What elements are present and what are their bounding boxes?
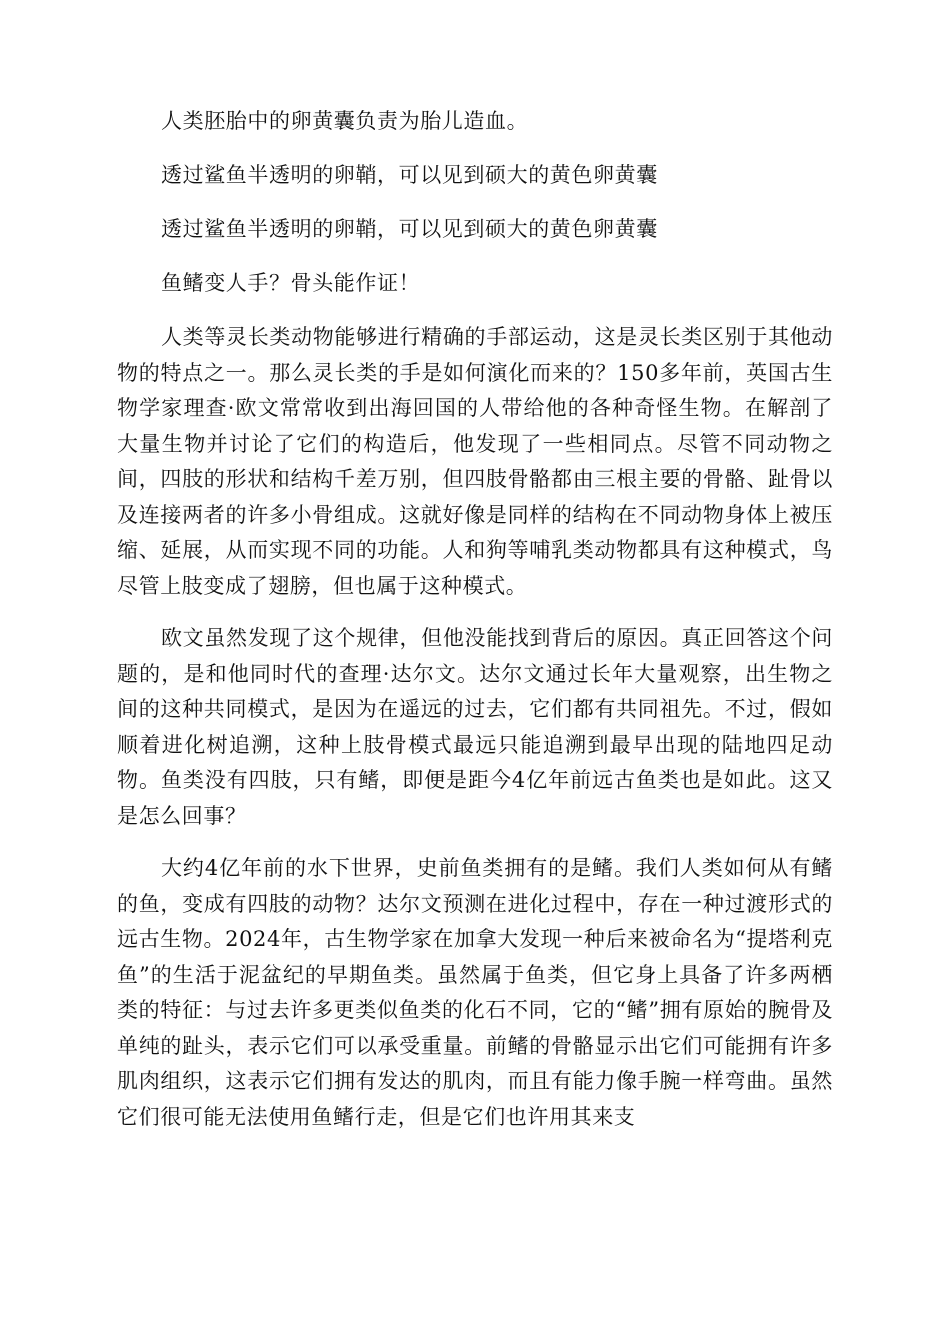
- paragraph-primate-hand: 人类等灵长类动物能够进行精确的手部运动，这是灵长类区别于其他动物的特点之一。那么灵长类的手是如何演化而来的？150多年前，英国古生物学家理查·欧文常常收到出海回国的人带给他的各种奇怪生物。在解剖了大量生物并讨论了它们的构造后，他发现了一些相同点。尽管不同动物之间，四肢的形状和结构千差万别，但四肢骨骼都由三根主要的骨骼、趾骨以及连接两者的许多小骨组成。这就好像是同样的结构在不同动物身体上被压缩、延展，从而实现不同的功能。人和狗等哺乳类动物都具有这种模式，鸟尽管上肢变成了翅膀，但也属于这种模式。: [117, 325, 833, 598]
- paragraph-tiktaalik: 大约4亿年前的水下世界，史前鱼类拥有的是鳍。我们人类如何从有鳍的鱼，变成有四肢的动物？达尔文预测在进化过程中，存在一种过渡形式的远古生物。2024年，古生物学家在加拿大发现一种后来被命名为“提塔利克鱼”的生活于泥盆纪的早期鱼类。虽然属于鱼类，但它身上具备了许多两栖类的特征：与过去许多更类似鱼类的化石不同，它的“鳍”拥有原始的腕骨及单纯的趾头，表示它们可以承受重量。前鳍的骨骼显示出它们可能拥有许多肌肉组织，这表示它们拥有发达的肌肉，而且有能力像手腕一样弯曲。虽然它们很可能无法使用鱼鳍行走，但是它们也许用其来支: [117, 856, 833, 1129]
- caption-shark-egg-case-repeat: 透过鲨鱼半透明的卵鞘，可以见到硕大的黄色卵黄囊: [161, 217, 658, 241]
- section-heading: 鱼鳍变人手？骨头能作证！: [161, 271, 421, 295]
- document-body: [117, 104, 833, 1152]
- paragraph-darwin: 欧文虽然发现了这个规律，但他没能找到背后的原因。真正回答这个问题的，是和他同时代的查理·达尔文。达尔文通过长年大量观察，出生物之间的这种共同模式，是因为在遥远的过去，它们都有共同祖先。不过，假如顺着进化树追溯，这种上肢骨模式最远只能追溯到最早出现的陆地四足动物。鱼类没有四肢，只有鳍，即便是距今4亿年前远古鱼类也是如此。这又是怎么回事？: [117, 626, 833, 828]
- caption-yolk-sac-blood: 人类胚胎中的卵黄囊负责为胎儿造血。: [161, 109, 529, 133]
- caption-shark-egg-case: 透过鲨鱼半透明的卵鞘，可以见到硕大的黄色卵黄囊: [161, 163, 658, 187]
